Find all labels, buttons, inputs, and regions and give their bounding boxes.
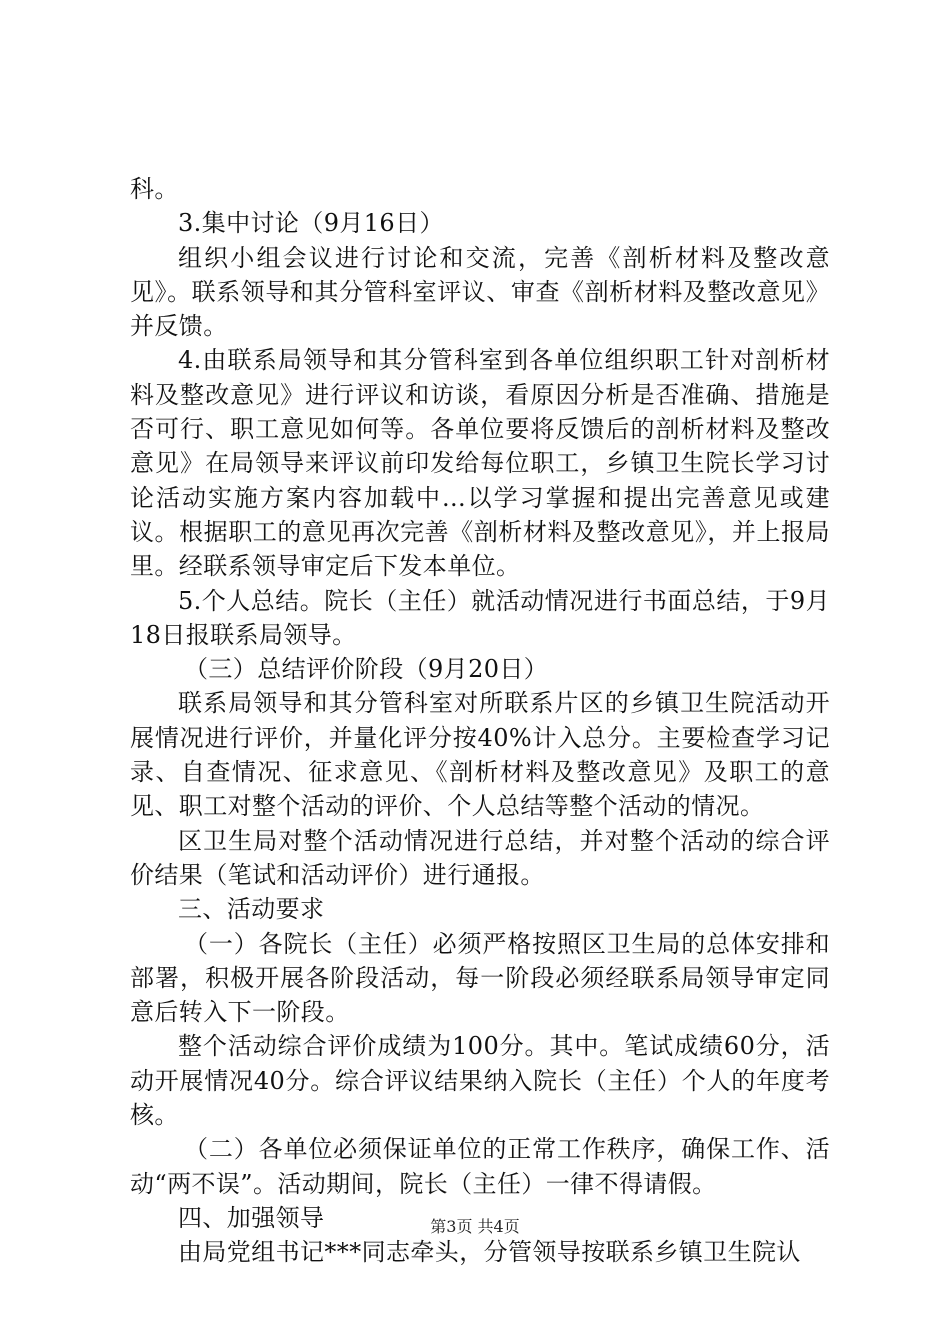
page-footer: 第3页 共4页 xyxy=(430,1217,520,1236)
paragraph: 3.集中讨论（9月16日） xyxy=(178,209,444,238)
section-heading: （三）总结评价阶段（9月20日） xyxy=(184,655,549,684)
body-text xyxy=(130,172,830,1270)
paragraph: （一）各院长（主任）必须严格按照区卫生局的总体安排和部署，积极开展各阶段活动，每一阶段必须经联系局领导审定同意后转入下一阶段。 xyxy=(130,929,830,1027)
paragraph: 区卫生局对整个活动情况进行总结，并对整个活动的综合评价结果（笔试和活动评价）进行通报。 xyxy=(130,826,830,889)
section-heading: 四、加强领导 xyxy=(178,1203,325,1232)
paragraph: 由局党组书记***同志牵头，分管领导按联系乡镇卫生院认 xyxy=(178,1238,801,1267)
paragraph: 5.个人总结。院长（主任）就活动情况进行书面总结，于9月18日报联系局领导。 xyxy=(130,586,830,649)
paragraph: 科。 xyxy=(130,175,179,203)
paragraph: （二）各单位必须保证单位的正常工作秩序，确保工作、活动“两不误”。活动期间，院长（主任）一律不得请假。 xyxy=(130,1135,830,1198)
section-heading: 三、活动要求 xyxy=(178,895,325,924)
paragraph: 联系局领导和其分管科室对所联系片区的乡镇卫生院活动开展情况进行评价，并量化评分按40%计入总分。主要检查学习记录、自查情况、征求意见、《剖析材料及整改意见》及职工的意见、职工对整个活动的评价、个人总结等整个活动的情况。 xyxy=(130,689,830,821)
paragraph: 4.由联系局领导和其分管科室到各单位组织职工针对剖析材料及整改意见》进行评议和访谈，看原因分析是否准确、措施是否可行、职工意见如何等。各单位要将反馈后的剖析材料及整改意见》在局领导来评议前印发给每位职工，乡镇卫生院长学习讨论活动实施方案内容加载中...以学习掌握和提出完善意见或建议。根据职工的意见再次完善《剖析材料及整改意见》，并上报局里。经联系领导审定后下发本单位。 xyxy=(130,346,830,581)
paragraph: 组织小组会议进行讨论和交流，完善《剖析材料及整改意见》。联系领导和其分管科室评议、审查《剖析材料及整改意见》并反馈。 xyxy=(130,243,830,341)
paragraph: 整个活动综合评价成绩为100分。其中。笔试成绩60分，活动开展情况40分。综合评议结果纳入院长（主任）个人的年度考核。 xyxy=(130,1032,830,1130)
